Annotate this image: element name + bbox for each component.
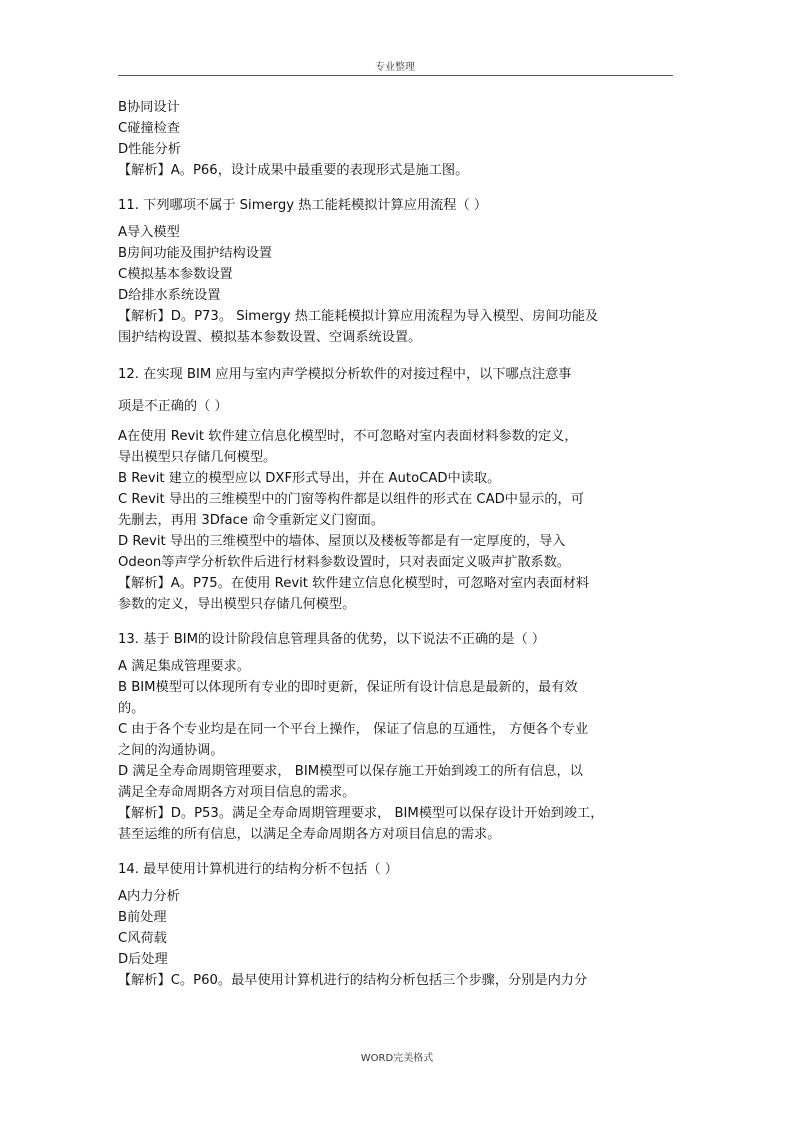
analysis-text: 甚至运维的所有信息，以满足全寿命周期各方对项目信息的需求。	[118, 827, 501, 842]
analysis-text: 围护结构设置、模拟基本参数设置、空调系统设置。	[118, 330, 422, 345]
question-13	[118, 629, 674, 845]
option-b: B前处理	[118, 910, 167, 925]
question-text: 11. 下列哪项不属于 Simergy 热工能耗模拟计算应用流程（ ）	[118, 198, 488, 213]
option-a: A在使用 Revit 软件建立信息化模型时，不可忽略对室内表面材料参数的定义，	[118, 429, 578, 444]
option-d: D Revit 导出的三维模型中的墙体、屋顶以及楼板等都是有一定厚度的，导入	[118, 534, 566, 549]
option-b: B BIM模型可以体现所有专业的即时更新，保证所有设计信息是最新的，最有效	[118, 680, 578, 695]
option-d: D后处理	[118, 952, 168, 967]
option-c: C模拟基本参数设置	[118, 267, 233, 282]
option-d: D 满足全寿命周期管理要求， BIM模型可以保存施工开始到竣工的所有信息，以	[118, 764, 583, 779]
document-body	[118, 97, 674, 991]
analysis-text: 【解析】D。P73。 Simergy 热工能耗模拟计算应用流程为导入模型、房间功能及	[118, 309, 599, 324]
question-text: 14. 最早使用计算机进行的结构分析不包括（ ）	[118, 862, 398, 877]
question-12	[118, 362, 674, 615]
option-a-cont: 导出模型只存储几何模型。	[118, 450, 277, 465]
question-14	[118, 859, 674, 991]
analysis-text: 【解析】A。P75。在使用 Revit 软件建立信息化模型时，可忽略对室内表面材料	[118, 576, 590, 591]
question-text	[118, 362, 674, 420]
option-d-cont: Odeon等声学分析软件后进行材料参数设置时，只对表面定义吸声扩散系数。	[118, 555, 571, 570]
analysis-text: 【解析】C。P60。最早使用计算机进行的结构分析包括三个步骤，分别是内力分	[118, 973, 588, 988]
question-11	[118, 195, 674, 348]
page-header: 专业整理	[375, 62, 415, 73]
option-b-cont: 的。	[118, 701, 145, 716]
question-line: 12. 在实现 BIM 应用与室内声学模拟分析软件的对接过程中，以下哪点注意事	[118, 367, 572, 382]
question-line: 项是不正确的（ ）	[118, 399, 228, 414]
header-divider	[118, 75, 673, 76]
option-c-cont: 先删去，再用 3Dface 命令重新定义门窗面。	[118, 513, 385, 528]
analysis-text: 【解析】A。P66，设计成果中最重要的表现形式是施工图。	[118, 163, 469, 178]
option-b: B协同设计	[118, 100, 180, 115]
page-footer: WORD完美格式	[360, 1053, 434, 1064]
option-a: A导入模型	[118, 225, 180, 240]
option-c-cont: 之间的沟通协调。	[118, 743, 224, 758]
analysis-text: 【解析】D。P53。满足全寿命周期管理要求， BIM模型可以保存设计开始到竣工，	[118, 806, 604, 821]
analysis-text: 参数的定义，导出模型只存储几何模型。	[118, 597, 356, 612]
option-b: B房间功能及围护结构设置	[118, 246, 273, 261]
option-b: B Revit 建立的模型应以 DXF形式导出，并在 AutoCAD中读取。	[118, 471, 501, 486]
option-d-cont: 满足全寿命周期各方对项目信息的需求。	[118, 785, 356, 800]
option-c: C碰撞检查	[118, 121, 180, 136]
option-d: D性能分析	[118, 142, 181, 157]
option-c: C 由于各个专业均是在同一个平台上操作， 保证了信息的互通性， 方便各个专业	[118, 722, 589, 737]
option-a: A内力分析	[118, 889, 180, 904]
option-c: C风荷载	[118, 931, 167, 946]
question-10-tail	[118, 97, 674, 181]
option-d: D给排水系统设置	[118, 288, 221, 303]
question-text: 13. 基于 BIM的设计阶段信息管理具备的优势，以下说法不正确的是（ ）	[118, 632, 546, 647]
option-c: C Revit 导出的三维模型中的门窗等构件都是以组件的形式在 CAD中显示的，可	[118, 492, 584, 507]
option-a: A 满足集成管理要求。	[118, 659, 250, 674]
